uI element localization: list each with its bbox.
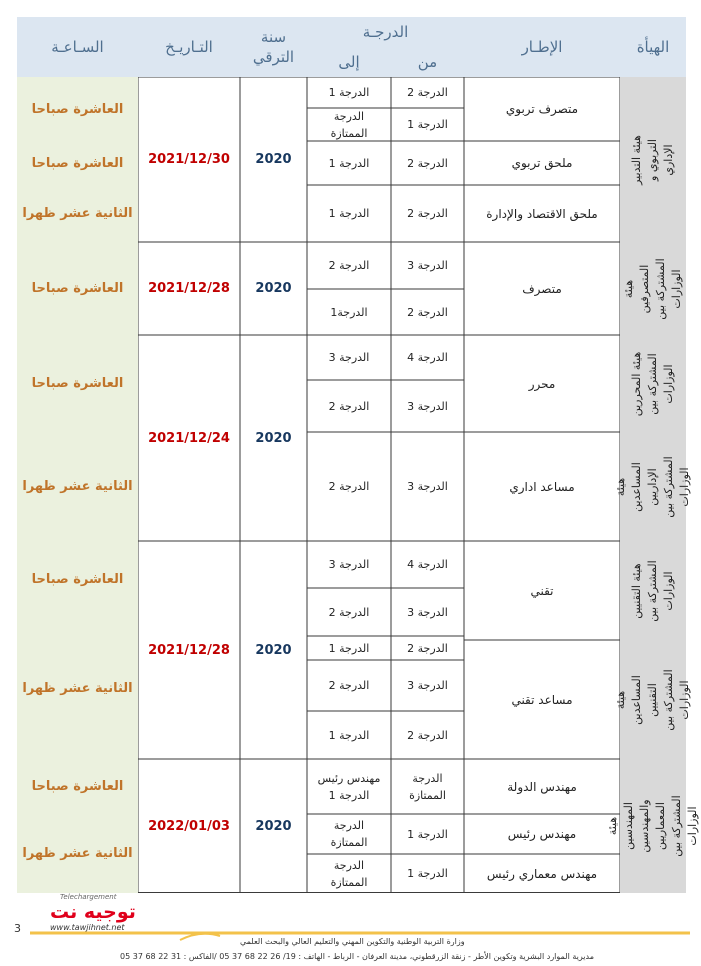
grade-to-cell: الدرجة 2: [328, 679, 370, 692]
grade-to-cell: الدرجة 1: [328, 641, 370, 655]
date-cell: 2022/01/03: [148, 818, 230, 834]
time-cell: العاشرة صباحا: [17, 759, 138, 814]
time-cell: العاشرة صباحا: [17, 335, 138, 432]
promotion-table: [17, 17, 699, 893]
date-cell: 2021/12/30: [148, 152, 230, 167]
page-number: 3: [14, 922, 21, 935]
grade-from-cell: الدرجة 2: [407, 156, 448, 170]
frame-cell: محرر: [528, 376, 556, 391]
footer-ministry: وزارة التربية الوطنية والتكوين المهني والتعليم العالي والبحث العلمي: [240, 937, 465, 946]
year-cell: 2020: [255, 642, 292, 658]
year-cell: 2020: [255, 818, 292, 834]
body-label: هيئة التقنيين المشتركة بين الوزارات: [620, 541, 686, 640]
grade-from-cell: الدرجة 2: [407, 86, 448, 99]
grade-from-cell: الدرجة 3: [407, 259, 448, 272]
grade-to-cell: الدرجة 1: [328, 207, 370, 220]
time-cell: الثانية عشر ظهرا: [17, 617, 138, 759]
grade-from-cell: الدرجة 3: [407, 399, 448, 413]
time-cell: الثانية عشر ظهرا: [17, 185, 138, 242]
grade-from-cell: الدرجة 1: [407, 867, 448, 880]
grade-to-cell: الدرجة 2: [328, 399, 370, 413]
grade-to-cell: الدرجة 1: [328, 156, 370, 170]
header-time: السـاعـة: [17, 17, 138, 77]
grade-from-cell: الدرجة 4: [407, 558, 448, 571]
watermark-site: www.tawjihnet.net: [50, 923, 125, 932]
time-cell: الثانية عشر ظهرا: [17, 814, 138, 893]
year-cell: 2020: [255, 152, 292, 167]
watermark-tag: Telechargement: [60, 893, 117, 901]
page-footer: [0, 900, 701, 966]
frame-cell: متصرف تربوي: [505, 102, 579, 116]
header-grade: الدرجـة: [307, 17, 464, 47]
date-cell: 2021/12/28: [148, 642, 230, 658]
grade-to-cell: الدرجة 3: [328, 351, 370, 364]
header-body: الهيأة: [620, 17, 686, 77]
time-cell: العاشرة صباحا: [17, 541, 138, 617]
date-cell: 2021/12/24: [148, 430, 230, 446]
grade-from-cell: الدرجة 3: [407, 480, 448, 493]
watermark-brand: توجيه نت: [50, 901, 136, 923]
grade-to-cell: الدرجة الممتازة: [330, 819, 368, 849]
grade-from-cell: الدرجة 3: [407, 605, 448, 619]
frame-cell: ملحق الاقتصاد والإدارة: [486, 206, 598, 221]
grade-from-cell: الدرجة 1: [407, 827, 448, 841]
grade-to-cell: الدرجة 2: [328, 259, 370, 272]
header-date: التـاريـخ: [138, 17, 240, 77]
frame-cell: مهندس رئيس: [507, 827, 577, 841]
grade-to-cell: الدرجة 2: [328, 480, 370, 493]
body-label: هيئة المتصرفين المشتركة بين الوزارات: [620, 242, 686, 335]
grade-to-cell: الدرجة 3: [328, 558, 370, 571]
grade-from-cell: الدرجة 2: [407, 305, 448, 319]
time-cell: العاشرة صباحا: [17, 77, 138, 141]
frame-cell: مهندس معماري رئيس: [486, 866, 598, 881]
grade-from-cell: الدرجة 4: [407, 351, 448, 364]
grade-to-cell: الدرجة1: [330, 305, 368, 319]
frame-cell: مساعد تقني: [511, 692, 573, 707]
grade-from-cell: الدرجة 2: [407, 641, 448, 655]
year-cell: 2020: [255, 430, 292, 446]
header-grade-to: إلى: [307, 47, 391, 77]
header-frame: الإطـار: [464, 17, 620, 77]
date-cell: 2021/12/28: [148, 281, 230, 296]
grade-from-cell: الدرجة الممتازة: [409, 771, 446, 802]
body-label: هيئة المهندسين والمهندسين المعماريين المشتركة بين الوزارات: [620, 759, 686, 893]
frame-cell: تقني: [530, 583, 554, 598]
body-label: هيئة التدبير التربوي و الإداري: [620, 77, 686, 242]
year-cell: 2020: [255, 281, 292, 296]
grade-to-cell: الدرجة 1: [328, 728, 370, 742]
frame-cell: ملحق تربوي: [511, 156, 573, 170]
frame-cell: مهندس الدولة: [507, 779, 577, 794]
time-cell: العاشرة صباحا: [17, 242, 138, 335]
frame-cell: مساعد اداري: [509, 479, 575, 494]
grade-from-cell: الدرجة 2: [407, 728, 448, 742]
grade-to-cell: الدرجة الممتازة: [330, 858, 368, 889]
frame-cell: متصرف: [522, 281, 562, 296]
grade-to-cell: مهندس رئيس الدرجة 1: [317, 771, 381, 802]
grade-from-cell: الدرجة 1: [407, 118, 448, 131]
grade-to-cell: الدرجة 2: [328, 605, 370, 619]
footer-address: مديرية الموارد البشرية وتكوين الأطر - زنقة الزرقطوني، مدينة العرفان - الرباط - الهاتف : 19/ 26 22 68 37 05 /الفاكس : 31 22 68 37 05: [120, 952, 595, 961]
body-label: هيئة المساعدين التقنيين المشتركة بين الوزارات: [620, 640, 686, 759]
grade-to-cell: الدرجة 1: [328, 86, 370, 99]
grade-from-cell: الدرجة 2: [407, 207, 448, 220]
header-year: سنة الترقي: [240, 17, 307, 77]
time-cell: الثانية عشر ظهرا: [17, 432, 138, 541]
grade-from-cell: الدرجة 3: [407, 679, 448, 692]
body-label: هيئة المساعدين الإداريين المشتركة بين الوزارات: [620, 432, 686, 541]
header-grade-from: من: [391, 47, 464, 77]
body-label: هيئة المحررين المشتركة بين الوزارات: [620, 335, 686, 432]
grade-to-cell: الدرجة الممتازة: [330, 109, 368, 140]
time-cell: العاشرة صباحا: [17, 141, 138, 185]
